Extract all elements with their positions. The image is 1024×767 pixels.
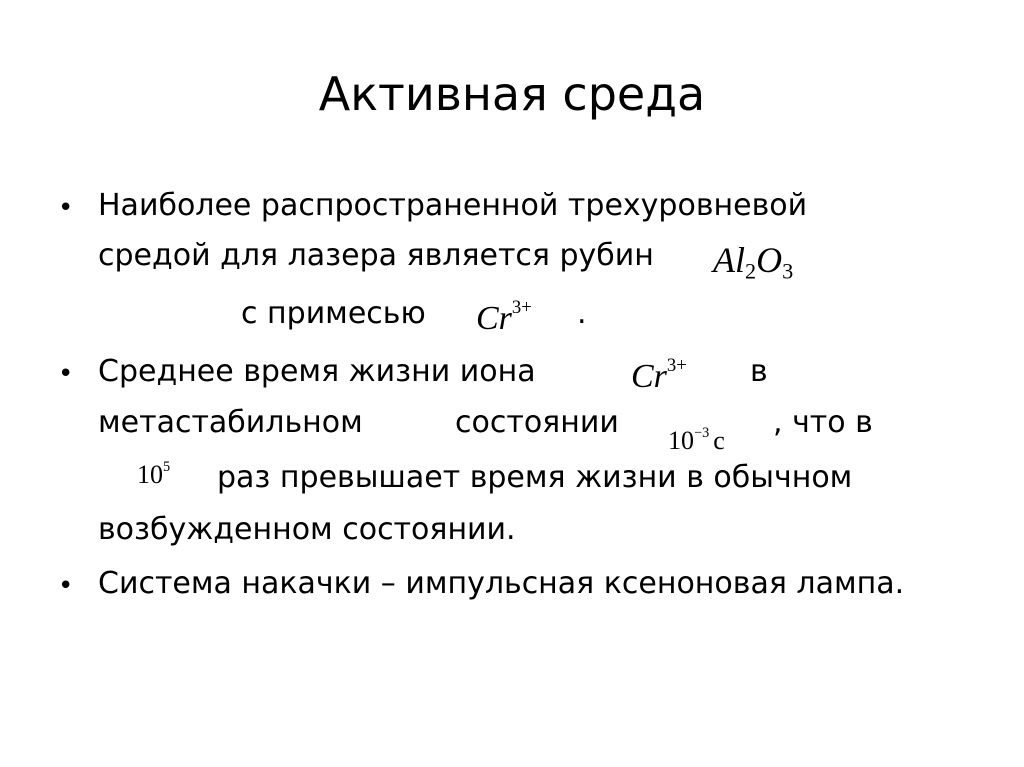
bullet1-line1: Наиболее распространенной трехуровневой (98, 188, 808, 223)
bullet2-line1: Среднее время жизни иона (98, 354, 536, 389)
bullet-marker: • (58, 571, 74, 601)
bullet2-line2b: состоянии (455, 405, 619, 440)
formula-al2o3: $Al_2O_3$ (713, 240, 794, 284)
formula-ratio: $10^5$ (137, 458, 171, 489)
bullet3-line1: Система накачки – импульсная ксеноновая лампа. (98, 566, 905, 601)
bullet2-line1-end: в (750, 354, 768, 389)
bullet2-line2-end: , что в (773, 405, 873, 440)
bullet-marker: • (58, 193, 74, 223)
bullet-marker: • (58, 359, 74, 389)
bullet2-line3: раз превышает время жизни в обычном (217, 460, 853, 495)
bullet1-period: . (577, 296, 587, 331)
formula-cr-ion: $Cr^{3+}$ (631, 355, 687, 395)
bullet2-line4: возбужденном состоянии. (98, 512, 516, 547)
bullet1-line2: средой для лазера является рубин (98, 238, 654, 273)
formula-cr-ion: $Cr^{3+}$ (476, 297, 532, 337)
bullet1-line3: с примесью (241, 296, 426, 331)
slide-title: Активная среда (318, 67, 706, 121)
formula-lifetime: $10^{-3}$ с (668, 424, 725, 455)
bullet2-line2a: метастабильном (98, 405, 363, 440)
